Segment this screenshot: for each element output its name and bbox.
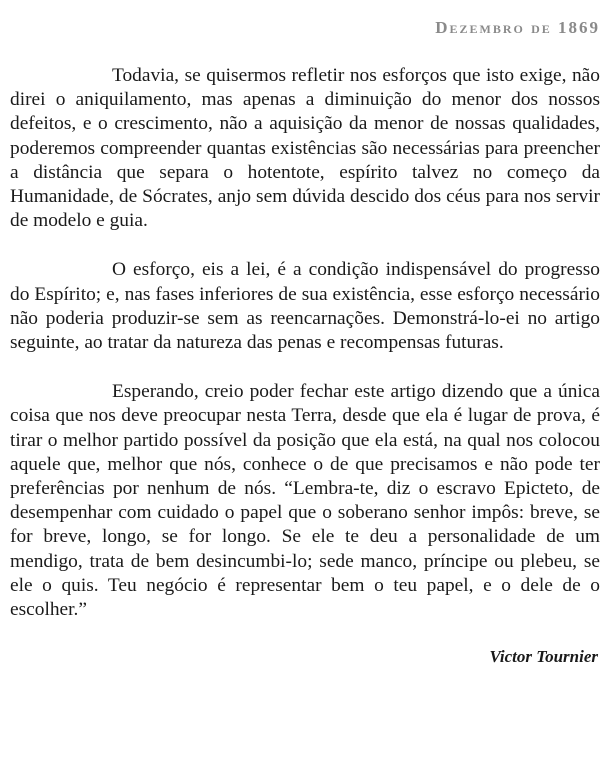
document-page [10,14,600,667]
paragraph-3-text: Esperando, creio poder fechar este artigo dizendo que a única coisa que nos deve preocupar nesta Terra, desde que ela é lugar de prova, é tirar o melhor partido possível da posição que ela está, na qual nos colocou aquele que, melhor que nós, conhece o de que precisamos e não pode ter preferências por nenhum de nós. “Lembra-te, diz o escravo Epicteto, de desempenhar com cuidado o papel que o soberano senhor impôs: breve, se for breve, longo, se for longo. Se ele te deu a personalidade de um mendigo, trata de bem desincumbi-lo; sede manco, príncipe ou plebeu, se ele o quis. Teu negócio é representar bem o teu papel, e o dele de o escolher.” [10,381,600,621]
paragraph-3 [10,380,600,622]
paragraph-1 [10,64,600,233]
paragraph-2-text: O esforço, eis a lei, é a condição indispensável do progresso do Espírito; e, nas fases inferiores de sua existência, esse esforço necessário não poderia produzir-se sem as reencarnações. Demonstrá-lo-ei no artigo seguinte, ao tratar da natureza das penas e recompensas futuras. [10,259,600,354]
running-header: Dezembro de 1869 [435,18,600,37]
paragraph-2 [10,258,600,355]
author-signature: Victor Tournier [489,647,598,667]
paragraph-1-text: Todavia, se quisermos refletir nos esforços que isto exige, não direi o aniquilamento, mas apenas a diminuição do menor dos nossos defeitos, e o crescimento, não a aquisição da menor de nossas qualidades, poderemos compreender quantas existências são necessárias para preencher a distância que separa o hotentote, espírito talvez no começo da Humanidade, de Sócrates, anjo sem dúvida descido dos céus para nos servir de modelo e guia. [10,65,600,232]
